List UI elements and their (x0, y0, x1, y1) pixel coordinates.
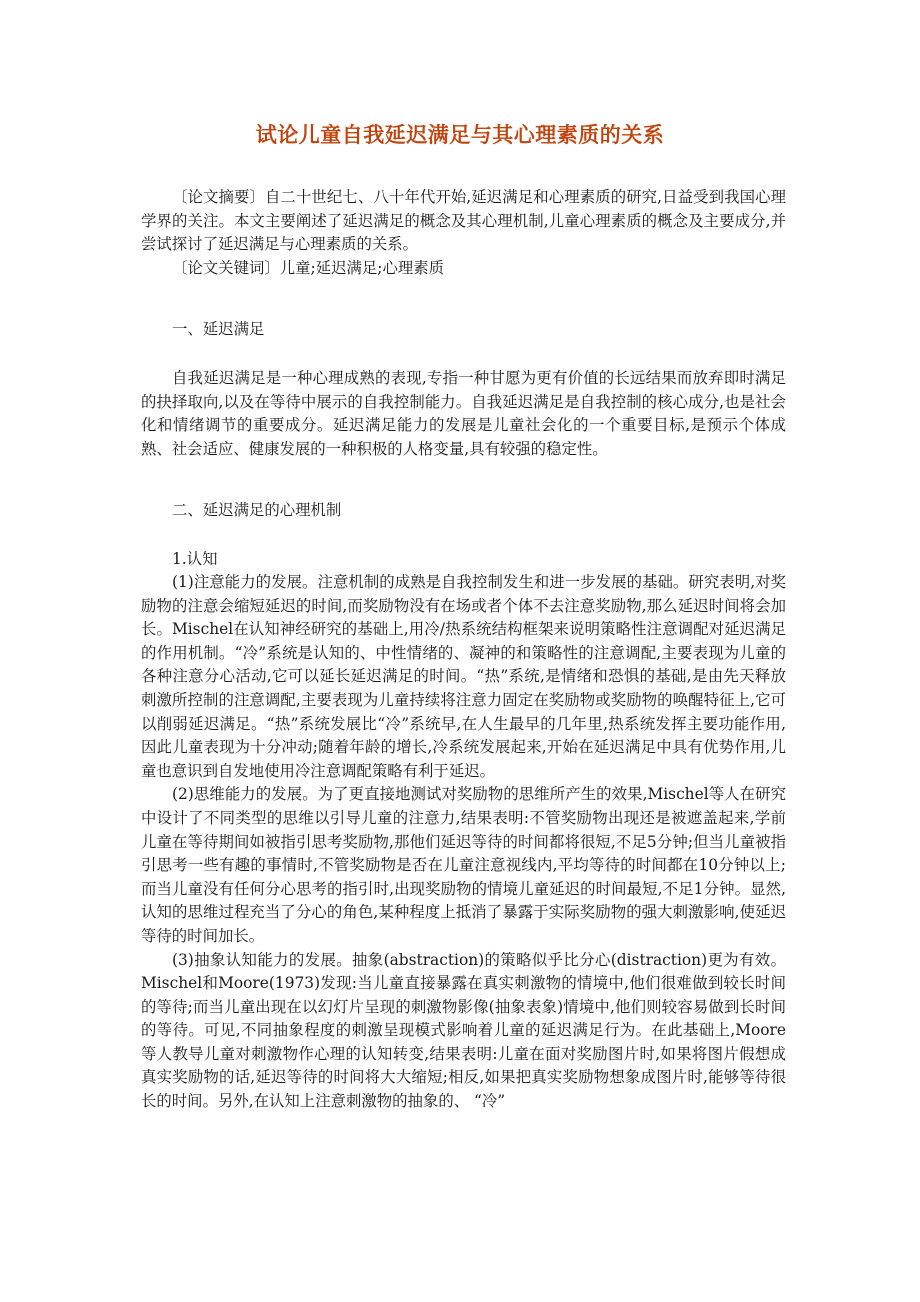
document-title: 试论儿童自我延迟满足与其心理素质的关系 (255, 123, 665, 147)
abstraction-paragraph: (3)抽象认知能力的发展。抽象(abstraction)的策略似乎比分心(distraction)更为有效。Mischel和Moore(1973)发现:当儿童直接暴露在真实刺激物的情境中,他们很难做到较长时间的等待;而当儿童出现在以幻灯片呈现的刺激物影像(抽象表象)情境中,他们则较容易做到长时间的等待。可见,不同抽象程度的刺激呈现模式影响着儿童的延迟满足行为。在此基础上,Moore等人教导儿童对刺激物作心理的认知转变,结果表明:儿童在面对奖励图片时,如果将图片假想成真实奖励物的话,延迟等待的时间将大大缩短;相反,如果把真实奖励物想象成图片时,能够等待很长的时间。另外,在认知上注意刺激物的抽象的、 “冷” (141, 950, 786, 1111)
section-2-body (141, 571, 786, 1114)
section-1-heading: 一、延迟满足 (172, 320, 265, 338)
thinking-paragraph: (2)思维能力的发展。为了更直接地测试对奖励物的思维所产生的效果,Mischel等人在研究中设计了不同类型的思维以引导儿童的注意力,结果表明:不管奖励物出现还是被遮盖起来,学前儿童在等待期间如被指引思考奖励物,那他们延迟等待的时间都将很短,不足5分钟;但当儿童被指引思考一些有趣的事情时,不管奖励物是否在儿童注意视线内,平均等待的时间都在10分钟以上;而当儿童没有任何分心思考的指引时,出现奖励物的情境儿童延迟的时间最短,不足1分钟。显然,认知的思维过程充当了分心的角色,某种程度上抵消了暴露于实际奖励物的强大刺激影响,使延迟等待的时间加长。 (141, 785, 786, 945)
section-2-heading: 二、延迟满足的心理机制 (172, 501, 342, 519)
section-1-body (141, 367, 786, 461)
section-1-paragraph: 自我延迟满足是一种心理成熟的表现,专指一种甘愿为更有价值的长远结果而放弃即时满足的抉择取向,以及在等待中展示的自我控制能力。自我延迟满足是自我控制的核心成分,也是社会化和情绪调节的重要成分。延迟满足能力的发展是儿童社会化的一个重要目标,是预示个体成熟、社会适应、健康发展的一种积极的人格变量,具有较强的稳定性。 (141, 369, 786, 458)
abstract-paragraph: 〔论文摘要〕自二十世纪七、八十年代开始,延迟满足和心理素质的研究,日益受到我国心理学界的关注。本文主要阐述了延迟满足的概念及其心理机制,儿童心理素质的概念及主要成分,并尝试探讨了延迟满足与心理素质的关系。 (141, 188, 786, 254)
attention-paragraph: (1)注意能力的发展。注意机制的成熟是自我控制发生和进一步发展的基础。研究表明,对奖励物的注意会缩短延迟的时间,而奖励物没有在场或者个体不去注意奖励物,那么延迟时间将会加长。Mischel在认知神经研究的基础上,用冷/热系统结构框架来说明策略性注意调配对延迟满足的作用机制。“冷”系统是认知的、中性情绪的、凝神的和策略性的注意调配,主要表现为儿童的各种注意分心活动,它可以延长延迟满足的时间。“热”系统,是情绪和恐惧的基础,是由先天释放刺激所控制的注意调配,主要表现为儿童持续将注意力固定在奖励物或奖励物的唤醒特征上,它可以削弱延迟满足。“热”系统发展比“冷”系统早,在人生最早的几年里,热系统发挥主要功能作用,因此儿童表现为十分冲动;随着年龄的增长,冷系统发展起来,开始在延迟满足中具有优势作用,儿童也意识到自发地使用冷注意调配策略有利于延迟。 (141, 573, 786, 780)
subsection-cognition-heading: 1.认知 (172, 550, 218, 568)
abstract-block (141, 186, 786, 280)
keywords-paragraph: 〔论文关键词〕儿童;延迟满足;心理素质 (172, 258, 445, 277)
